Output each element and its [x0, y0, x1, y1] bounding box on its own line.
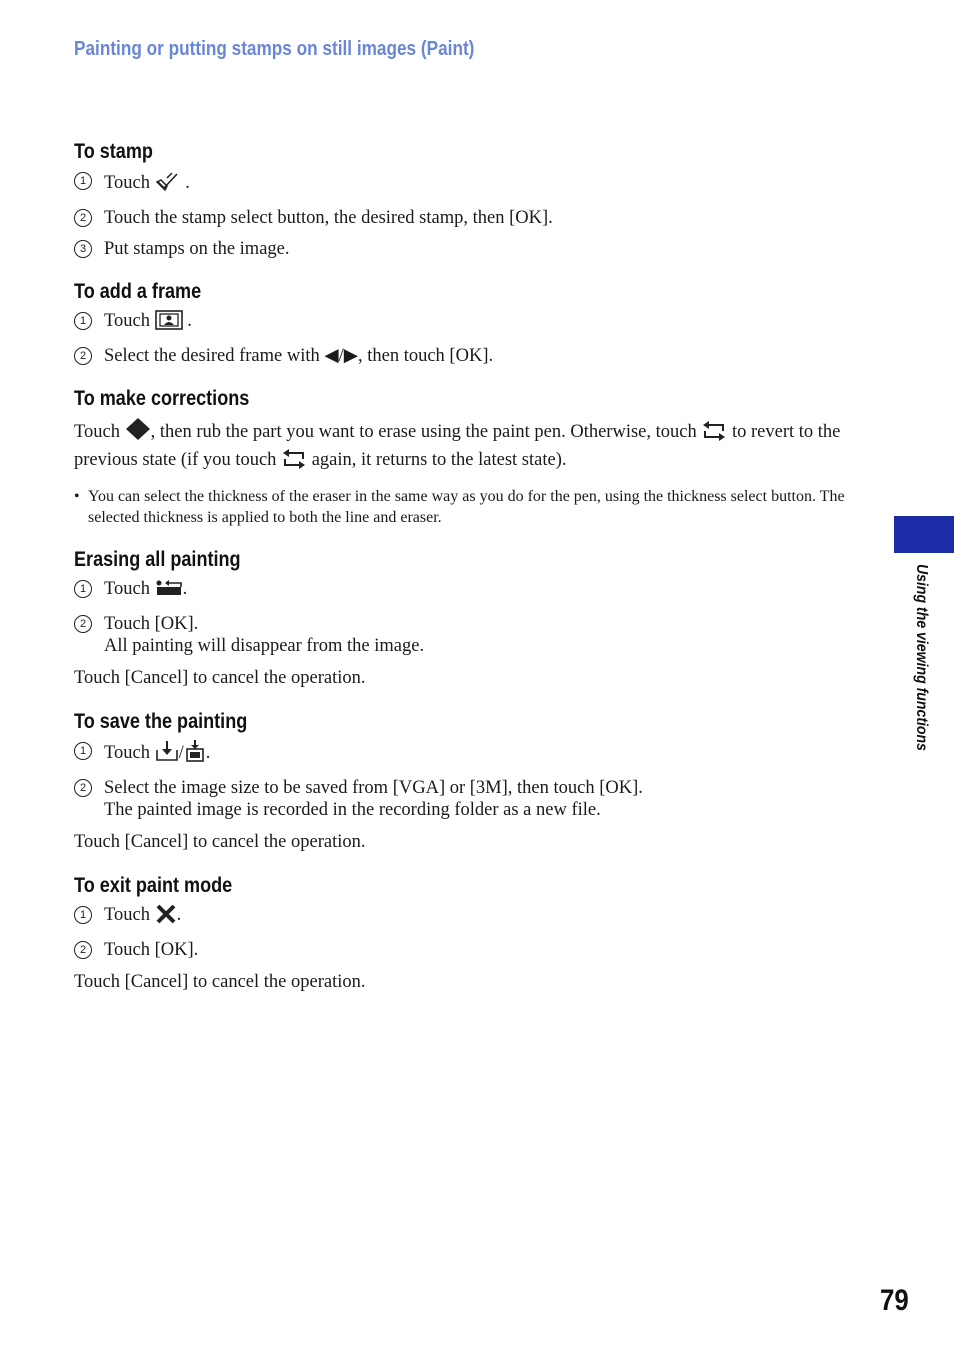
save-icon — [155, 740, 179, 768]
step-item: 2 Touch the stamp select button, the desired stamp, then [OK]. — [74, 207, 874, 229]
step-item: 2 Touch [OK]. All painting will disappear from the image. — [74, 613, 874, 657]
undo-icon — [281, 449, 307, 476]
chapter-tab — [894, 516, 954, 553]
note-item: • You can select the thickness of the eraser in the same way as you do for the pen, using the thickness select button. The selected thickness is applied to both the line and eraser. — [74, 488, 845, 526]
corrections-paragraph: Touch , then rub the part you want to erase using the paint pen. Otherwise, touch to revert to the previous state (if you touch again, it returns to the latest state). — [74, 417, 874, 476]
step-number: 1 — [74, 312, 92, 330]
left-right-arrows: ◀/▶ — [324, 346, 358, 366]
section-heading: To save the painting — [74, 710, 248, 733]
cancel-note: Touch [Cancel] to cancel the operation. — [74, 668, 366, 688]
step-subtext: The painted image is recorded in the recording folder as a new file. — [104, 800, 601, 820]
save-to-memory-icon — [184, 740, 206, 768]
step-item: 1 Touch . — [74, 904, 874, 930]
stamp-icon — [155, 170, 181, 198]
section-to-stamp — [74, 138, 874, 260]
step-number: 2 — [74, 615, 92, 633]
section-to-exit-paint-mode — [74, 872, 874, 994]
section-heading: To add a frame — [74, 280, 202, 303]
step-item: 2 Select the desired frame with ◀/▶, then touch [OK]. — [74, 345, 874, 367]
chapter-label: Using the viewing functions — [913, 564, 930, 751]
step-subtext: All painting will disappear from the image. — [104, 636, 425, 656]
section-to-save-painting — [74, 708, 874, 854]
step-item: 1 Touch / . — [74, 740, 874, 768]
section-to-make-corrections — [74, 385, 874, 528]
step-number: 1 — [74, 906, 92, 924]
step-number: 2 — [74, 209, 92, 227]
section-heading: Erasing all painting — [74, 548, 241, 571]
step-item: 2 Touch [OK]. — [74, 939, 874, 961]
step-number: 1 — [74, 172, 92, 190]
frame-icon — [155, 310, 183, 336]
eraser-icon — [125, 417, 151, 448]
section-heading: To stamp — [74, 140, 153, 163]
undo-icon — [701, 421, 727, 448]
section-erasing-all-painting — [74, 546, 874, 690]
step-number: 2 — [74, 779, 92, 797]
close-icon — [155, 904, 177, 930]
erase-all-icon — [155, 580, 183, 604]
step-number: 3 — [74, 240, 92, 258]
step-number: 2 — [74, 347, 92, 365]
step-item: 1 Touch . — [74, 170, 874, 198]
running-head: Painting or putting stamps on still images (Paint) — [74, 38, 475, 60]
bullet: • — [74, 488, 80, 505]
step-item: 1 Touch . — [74, 310, 874, 336]
section-to-add-frame — [74, 278, 874, 367]
section-heading: To make corrections — [74, 387, 250, 410]
page-number: 79 — [880, 1284, 909, 1317]
step-number: 2 — [74, 941, 92, 959]
step-number: 1 — [74, 742, 92, 760]
cancel-note: Touch [Cancel] to cancel the operation. — [74, 972, 366, 992]
step-number: 1 — [74, 580, 92, 598]
step-item: 2 Select the image size to be saved from [VGA] or [3M], then touch [OK]. The painted image is recorded in the recording folder as a new file. — [74, 777, 874, 821]
step-item: 3 Put stamps on the image. — [74, 238, 874, 260]
step-item: 1 Touch . — [74, 578, 874, 604]
cancel-note: Touch [Cancel] to cancel the operation. — [74, 832, 366, 852]
page-content — [74, 138, 874, 1012]
section-heading: To exit paint mode — [74, 874, 233, 897]
